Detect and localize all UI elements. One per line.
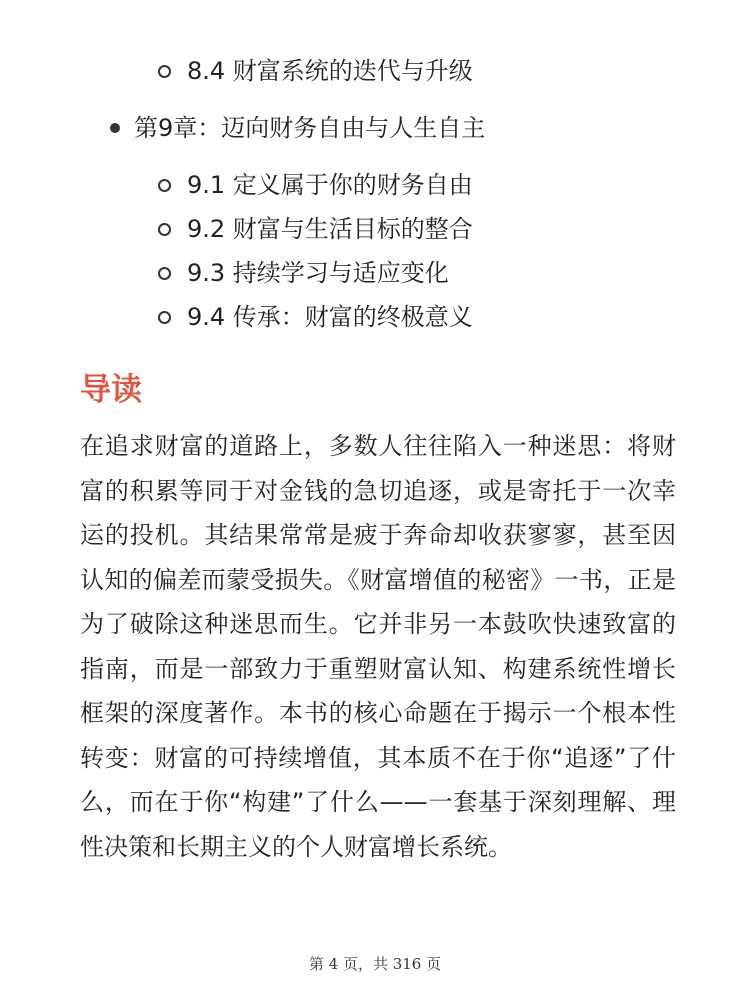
disc-bullet-icon	[110, 123, 120, 133]
circle-bullet-icon	[158, 311, 171, 324]
section-heading: 导读	[80, 372, 142, 408]
toc-chapter-9	[110, 107, 485, 149]
toc-chapter-label: 第9章：迈向财务自由与人生自主	[134, 114, 486, 142]
toc-item-label: 9.4 传承：财富的终极意义	[187, 303, 473, 331]
toc-item-label: 9.3 持续学习与适应变化	[187, 259, 449, 287]
circle-bullet-icon	[158, 65, 171, 78]
circle-bullet-icon	[158, 179, 171, 192]
page-number: 第 4 页，共 316 页	[308, 955, 442, 973]
toc-item-label: 8.4 财富系统的迭代与升级	[187, 57, 473, 85]
circle-bullet-icon	[158, 223, 171, 236]
toc-item-8-4	[158, 51, 473, 91]
toc-item-label: 9.1 定义属于你的财务自由	[187, 171, 473, 199]
toc-item-9-2	[158, 209, 473, 249]
circle-bullet-icon	[158, 267, 171, 280]
toc-item-label: 9.2 财富与生活目标的整合	[187, 215, 473, 243]
intro-paragraph: 在追求财富的道路上，多数人往往陷入一种迷思：将财富的积累等同于对金钱的急切追逐，或是寄托于一次幸运的投机。其结果常常是疲于奔命却收获寥寥，甚至因认知的偏差而蒙受损失。《财富增值的秘密》一书，正是为了破除这种迷思而生。它并非另一本鼓吹快速致富的指南，而是一部致力于重塑财富认知、构建系统性增长框架的深度著作。本书的核心命题在于揭示一个根本性转变：财富的可持续增值，其本质不在于你“追逐”了什么，而在于你“构建”了什么——一套基于深刻理解、理性决策和长期主义的个人财富增长系统。	[80, 432, 676, 861]
toc-item-9-4	[158, 297, 473, 337]
toc-item-9-3	[158, 253, 449, 293]
toc-item-9-1	[158, 165, 473, 205]
